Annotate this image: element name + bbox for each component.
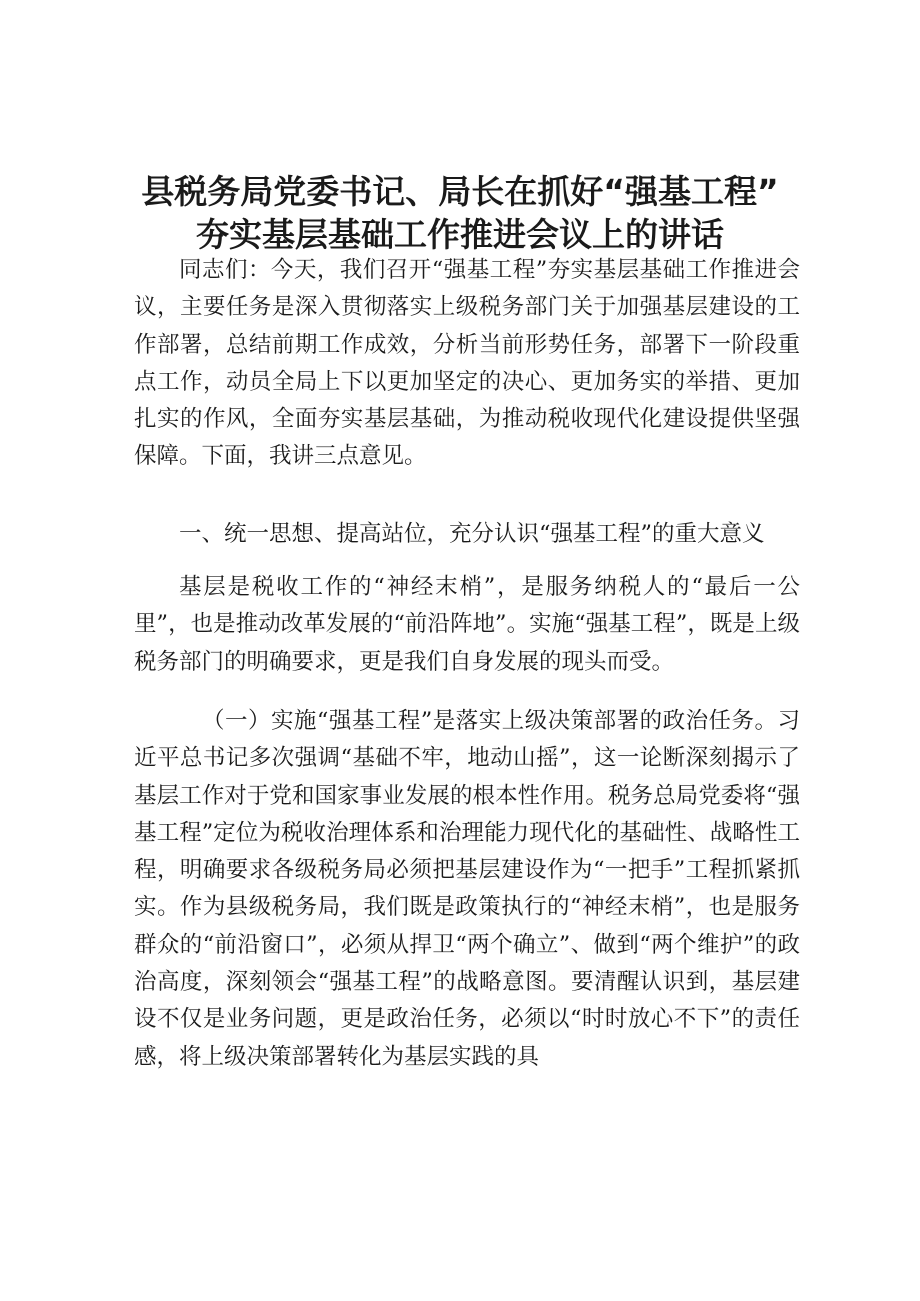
section-1-subsection-block xyxy=(134,703,800,1076)
document-title-line-2: 夯实基层基础工作推进会议上的讲话 xyxy=(196,215,724,254)
document-body-intro xyxy=(134,252,800,476)
intro-paragraph: 同志们：今天，我们召开“强基工程”夯实基层基础工作推进会议，主要任务是深入贯彻落实上级税务部门关于加强基层建设的工作部署，总结前期工作成效，分析当前形势任务，部署下一阶段重点工作，动员全局上下以更加坚定的决心、更加务实的举措、更加扎实的作风，全面夯实基层基础，为推动税收现代化建设提供坚强保障。下面，我讲三点意见。 xyxy=(134,257,800,470)
section-1-subsection-1: （一）实施“强基工程”是落实上级决策部署的政治任务。习近平总书记多次强调“基础不牢，地动山摇”，这一论断深刻揭示了基层工作对于党和国家事业发展的根本性作用。税务总局党委将“强基工程”定位为税收治理体系和治理能力现代化的基础性、战略性工程，明确要求各级税务局必须把基层建设作为“一把手”工程抓紧抓实。作为县级税务局，我们既是政策执行的“神经末梢”，也是服务群众的“前沿窗口”，必须从捍卫“两个确立”、做到“两个维护”的政治高度，深刻领会“强基工程”的战略意图。要清醒认识到，基层建设不仅是业务问题，更是政治任务，必须以“时时放心不下”的责任感，将上级决策部署转化为基层实践的具 xyxy=(134,708,800,1070)
section-1-heading-block xyxy=(134,516,800,553)
section-1-paragraph-block xyxy=(134,569,800,681)
section-1-paragraph: 基层是税收工作的“神经末梢”，是服务纳税人的“最后一公里”，也是推动改革发展的“前沿阵地”。实施“强基工程”，既是上级税务部门的明确要求，更是我们自身发展的现头而受。 xyxy=(134,574,800,675)
section-1-heading: 一、统一思想、提高站位，充分认识“强基工程”的重大意义 xyxy=(179,521,765,547)
document-title-line-1: 县税务局党委书记、局长在抓好“强基工程” xyxy=(141,172,779,211)
